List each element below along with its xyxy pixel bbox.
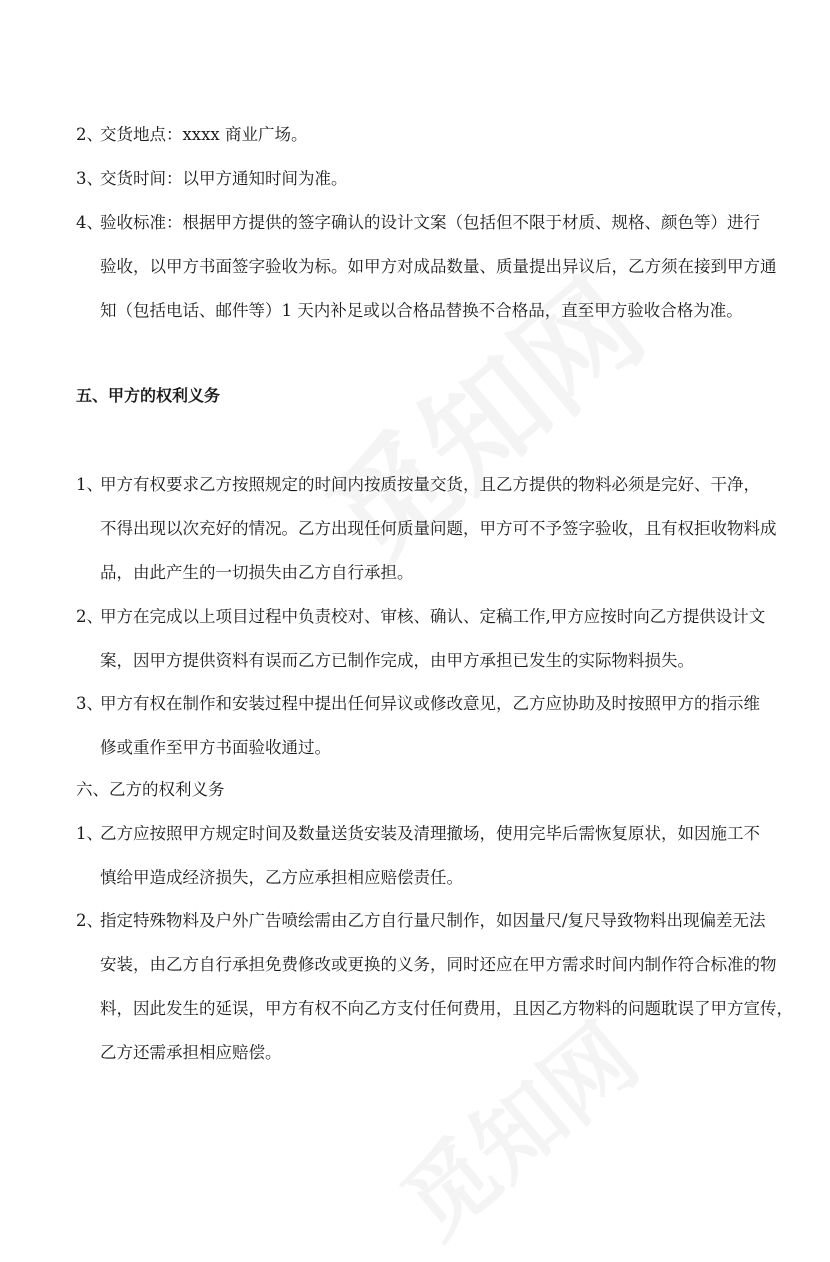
clause-number: 3、 xyxy=(76,694,103,713)
clause-text-line: 甲方有权要求乙方按照规定的时间内按质按量交货，且乙方提供的物料必须是完好、干净， xyxy=(100,475,760,494)
clause-number: 1、 xyxy=(76,824,103,843)
clause-text-line: 乙方应按照甲方规定时间及数量送货安装及清理撤场，使用完毕后需恢复原状，如因施工不 xyxy=(100,824,760,843)
clause-text-line: 品，由此产生的一切损失由乙方自行承担。 xyxy=(100,563,414,582)
section-heading-party-a: 五、甲方的权利义务 xyxy=(76,386,221,405)
clause-text-line: 慎给甲造成经济损失，乙方应承担相应赔偿责任。 xyxy=(100,868,463,887)
clause-text-line: 验收标准：根据甲方提供的签字确认的设计文案（包括但不限于材质、规格、颜色等）进行 xyxy=(100,213,760,232)
clause-text-line: 知（包括电话、邮件等）1 天内补足或以合格品替换不合格品，直至甲方验收合格为准。 xyxy=(100,301,743,320)
clause-number: 2、 xyxy=(76,125,103,144)
watermark xyxy=(287,234,673,597)
clause-text-line: 验收，以甲方书面签字验收为标。如甲方对成品数量、质量提出异议后，乙方须在接到甲方通 xyxy=(100,257,777,276)
clause-number: 4、 xyxy=(76,213,103,232)
section-heading-party-b: 六、乙方的权利义务 xyxy=(76,780,225,799)
clause-text-line: 安装，由乙方自行承担免费修改或更换的义务，同时还应在甲方需求时间内制作符合标准的物 xyxy=(100,955,777,974)
clause-number: 2、 xyxy=(76,607,103,626)
clause-text-line: 甲方在完成以上项目过程中负责校对、审核、确认、定稿工作,甲方应按时向乙方提供设计文 xyxy=(100,607,766,626)
clause-text-line: 案，因甲方提供资料有误而乙方已制作完成，由甲方承担已发生的实际物料损失。 xyxy=(100,651,694,670)
clause-text-line: 料，因此发生的延误，甲方有权不向乙方支付任何费用，且因乙方物料的问题耽误了甲方宣传， xyxy=(100,999,793,1018)
clause-text-line: 不得出现以次充好的情况。乙方出现任何质量问题，甲方可不予签字验收，且有权拒收物料成 xyxy=(100,519,777,538)
clause-text-line: 乙方还需承担相应赔偿。 xyxy=(100,1043,282,1062)
clause-text-line: 修或重作至甲方书面验收通过。 xyxy=(100,738,331,757)
clause-text-line: 甲方有权在制作和安装过程中提出任何异议或修改意见，乙方应协助及时按照甲方的指示维 xyxy=(100,694,760,713)
clause-text: 交货地点：xxxx 商业广场。 xyxy=(100,125,308,144)
watermark xyxy=(370,988,660,1261)
clause-text: 交货时间：以甲方通知时间为准。 xyxy=(100,169,348,188)
clause-text-line: 指定特殊物料及户外广告喷绘需由乙方自行量尺制作，如因量尺/复尺导致物料出现偏差无法 xyxy=(100,911,766,930)
clause-number: 2、 xyxy=(76,911,103,930)
clause-number: 3、 xyxy=(76,169,103,188)
clause-number: 1、 xyxy=(76,475,103,494)
